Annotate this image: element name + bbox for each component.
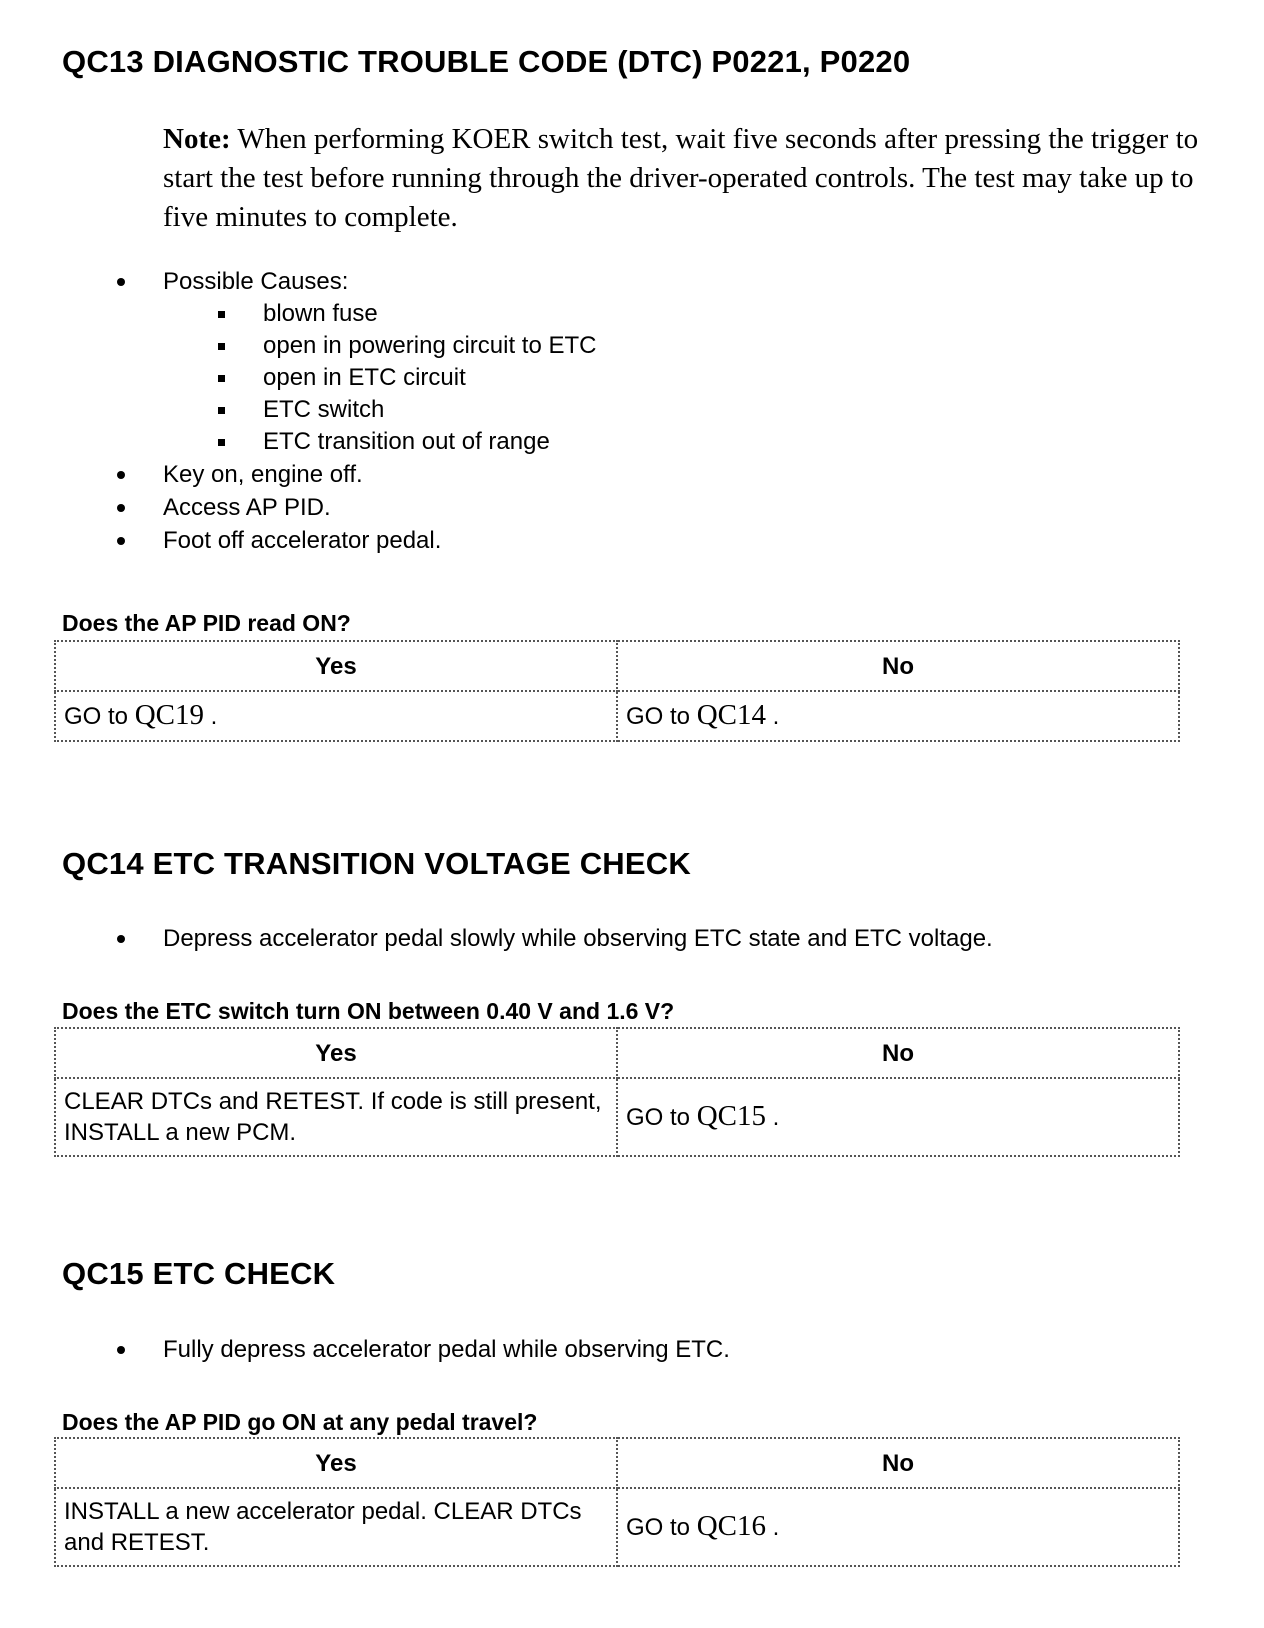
qc14-bullet-list (62, 922, 993, 955)
list-item (62, 922, 993, 955)
no-cell (617, 691, 1179, 741)
cause-text: ETC transition out of range (263, 428, 550, 455)
qc15-bullet-list (62, 1333, 730, 1366)
square-bullet-icon (218, 407, 225, 414)
no-tail: . (765, 1514, 780, 1541)
step-text: Fully depress accelerator pedal while observing ETC. (163, 1336, 730, 1363)
cause-text: blown fuse (263, 300, 378, 327)
list-item (163, 330, 597, 362)
yes-tail: . (203, 703, 218, 730)
yes-cell: INSTALL a new accelerator pedal. CLEAR DTCs and RETEST. (55, 1488, 617, 1566)
yes-text: GO to (64, 703, 135, 730)
square-bullet-icon (218, 375, 225, 382)
note-label: Note: (163, 123, 231, 155)
qc13-question: Does the AP PID read ON? (62, 610, 351, 636)
square-bullet-icon (218, 343, 225, 350)
yes-cell (55, 691, 617, 741)
bullet-icon (117, 1346, 125, 1354)
no-tail: . (765, 703, 780, 730)
step-text: Foot off accelerator pedal. (163, 527, 442, 554)
no-header: No (617, 1438, 1179, 1488)
cause-text: ETC switch (263, 396, 385, 423)
list-item (62, 265, 597, 458)
square-bullet-icon (218, 439, 225, 446)
yes-header: Yes (55, 641, 617, 691)
bullet-icon (117, 935, 125, 943)
no-cell (617, 1078, 1179, 1156)
list-item (163, 426, 597, 458)
qc15-answer-table (54, 1437, 1180, 1567)
possible-causes-list (163, 298, 597, 458)
bullet-icon (117, 471, 125, 479)
qc13-bullet-list (62, 265, 597, 557)
qc14-question: Does the ETC switch turn ON between 0.40 V and 1.6 V? (62, 998, 675, 1024)
list-item (163, 298, 597, 330)
no-cell (617, 1488, 1179, 1566)
cause-text: open in ETC circuit (263, 364, 466, 391)
cause-text: open in powering circuit to ETC (263, 332, 597, 359)
qc16-link[interactable]: QC16 (696, 1510, 766, 1542)
no-header: No (617, 1028, 1179, 1078)
step-text: Key on, engine off. (163, 461, 363, 488)
list-item (163, 362, 597, 394)
bullet-icon (117, 537, 125, 545)
qc14-answer-table (54, 1027, 1180, 1157)
list-item (62, 1333, 730, 1366)
step-text: Access AP PID. (163, 494, 331, 521)
possible-causes-label: Possible Causes: (163, 268, 349, 295)
list-item (62, 524, 597, 557)
no-text: GO to (626, 1104, 697, 1131)
yes-header: Yes (55, 1438, 617, 1488)
bullet-icon (117, 504, 125, 512)
list-item (163, 394, 597, 426)
note-paragraph (163, 120, 1233, 237)
no-text: GO to (626, 1514, 697, 1541)
no-tail: . (765, 1104, 780, 1131)
qc15-link[interactable]: QC15 (696, 1100, 766, 1132)
yes-header: Yes (55, 1028, 617, 1078)
yes-cell: CLEAR DTCs and RETEST. If code is still present, INSTALL a new PCM. (55, 1078, 617, 1156)
list-item (62, 491, 597, 524)
bullet-icon (117, 278, 125, 286)
qc19-link[interactable]: QC19 (134, 699, 204, 731)
qc13-answer-table (54, 640, 1180, 742)
no-text: GO to (626, 703, 697, 730)
no-header: No (617, 641, 1179, 691)
qc14-link[interactable]: QC14 (696, 699, 766, 731)
qc15-question: Does the AP PID go ON at any pedal travel? (62, 1409, 538, 1435)
qc14-title: QC14 ETC TRANSITION VOLTAGE CHECK (62, 846, 691, 881)
square-bullet-icon (218, 311, 225, 318)
note-text: When performing KOER switch test, wait five seconds after pressing the trigger to start the test before running through the driver-operated controls. The test may take up to five minutes to complete. (163, 123, 1199, 233)
qc15-title: QC15 ETC CHECK (62, 1256, 336, 1291)
qc13-title: QC13 DIAGNOSTIC TROUBLE CODE (DTC) P0221, P0220 (62, 44, 911, 79)
step-text: Depress accelerator pedal slowly while observing ETC state and ETC voltage. (163, 925, 993, 952)
list-item (62, 458, 597, 491)
